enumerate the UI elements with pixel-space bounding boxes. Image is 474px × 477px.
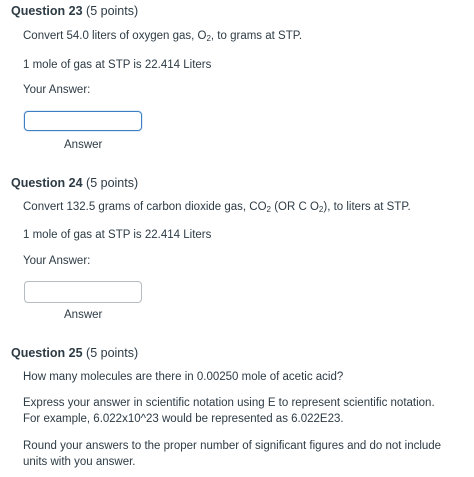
question-23-answer-caption: Answer [64,139,103,151]
question-24-prompt: Convert 132.5 grams of carbon dioxide gas, $CO_2$ (OR C $O_2$), to liters at STP. [23,201,411,214]
question-24-answer-input[interactable] [24,281,142,303]
question-23-points: (5 points) [86,4,139,18]
question-23-given: 1 mole of gas at STP is 22.414 Liters [23,59,212,71]
question-24-your-answer-label: Your Answer: [23,255,91,267]
question-24-answer-caption: Answer [64,309,103,321]
question-23-header [11,4,138,18]
question-25-instruction-rounding: Round your answers to the proper number of significant figures and do not include units with you answer. [23,440,442,468]
question-23-answer-input[interactable] [24,111,142,131]
question-25-title: Question 25 [11,346,83,360]
question-23-your-answer-label: Your Answer: [23,84,91,96]
question-24-points: (5 points) [86,176,139,190]
question-25-points: (5 points) [86,346,139,360]
question-24-header [11,176,138,190]
question-23-prompt: Convert 54.0 liters of oxygen gas, $O_2$, to grams at STP. [23,30,303,43]
question-25-header [11,346,138,360]
question-23-title: Question 23 [11,4,83,18]
question-25-instruction-notation: Express your answer in scientific notation using E to represent scientific notation. For example, 6.022x10^23 would be represented as 6.022E23. [23,397,435,425]
question-24-title: Question 24 [11,176,83,190]
question-24-given: 1 mole of gas at STP is 22.414 Liters [23,229,212,241]
question-25-prompt: How many molecules are there in 0.00250 mole of acetic acid? [23,371,344,383]
